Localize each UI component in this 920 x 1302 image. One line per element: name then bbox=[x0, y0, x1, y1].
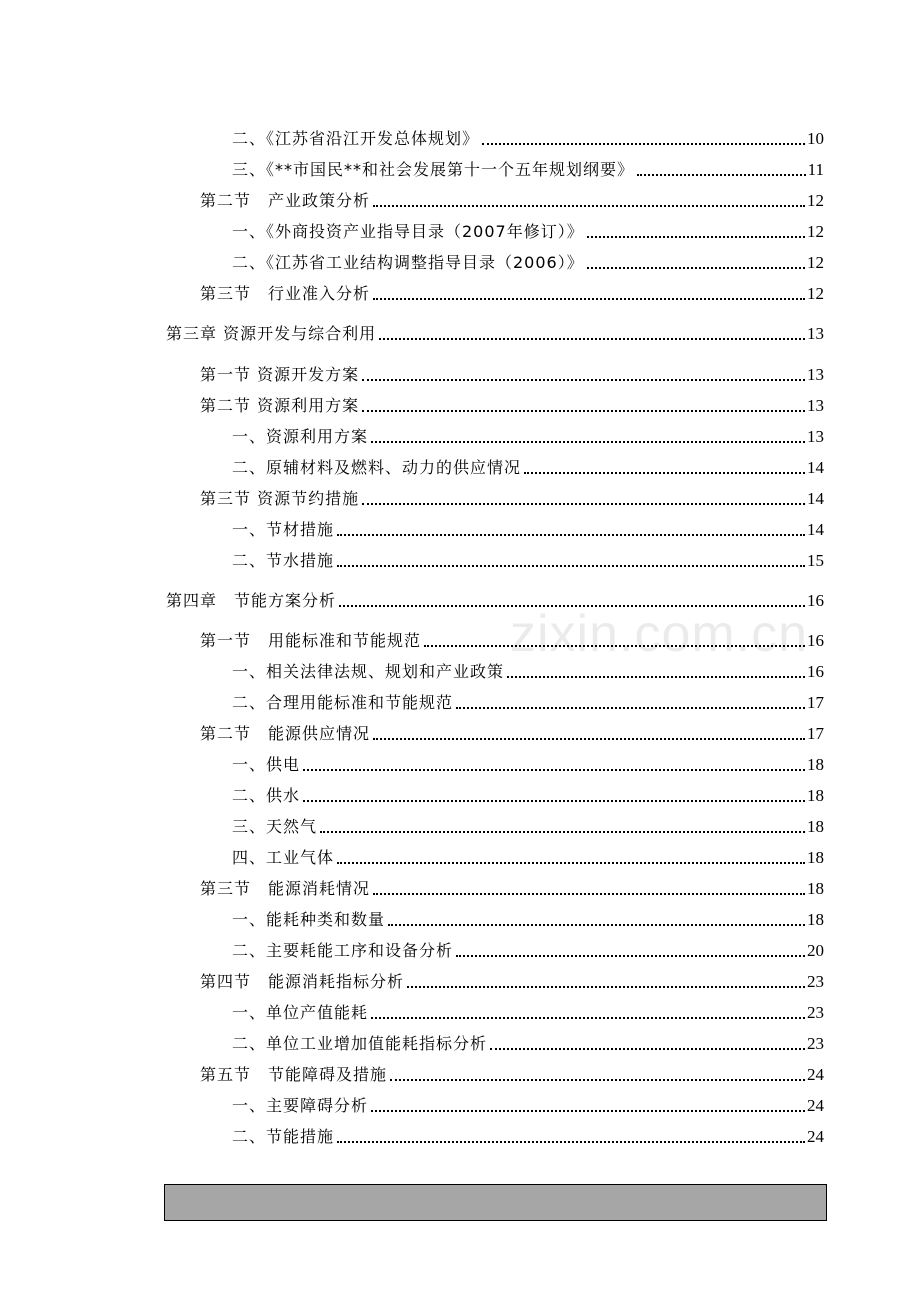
toc-page-number: 16 bbox=[807, 591, 824, 610]
toc-page-number: 23 bbox=[807, 1034, 824, 1053]
toc-leader bbox=[637, 174, 806, 176]
toc-entry-title: 第三节 行业准入分析 bbox=[200, 284, 371, 303]
toc-entry[interactable] bbox=[232, 126, 824, 150]
toc-leader bbox=[303, 769, 805, 771]
toc-entry-title: 第一节 资源开发方案 bbox=[200, 365, 360, 384]
toc-page-number: 24 bbox=[807, 1096, 824, 1115]
toc-page-number: 15 bbox=[807, 551, 824, 570]
toc-entry-title: 第四章 节能方案分析 bbox=[166, 591, 337, 610]
toc-leader bbox=[490, 1048, 805, 1050]
toc-entry-title: 第四节 能源消耗指标分析 bbox=[200, 972, 405, 991]
toc-entry[interactable] bbox=[200, 969, 824, 993]
toc-leader bbox=[373, 738, 805, 740]
toc-entry[interactable] bbox=[232, 157, 824, 181]
toc-entry[interactable] bbox=[200, 281, 824, 305]
toc-entry-title: 一、能耗种类和数量 bbox=[232, 910, 386, 929]
toc-entry-title: 二、节能措施 bbox=[232, 1127, 335, 1146]
toc-entry[interactable] bbox=[232, 1000, 824, 1024]
toc-leader bbox=[337, 565, 805, 567]
toc-entry[interactable] bbox=[200, 1062, 824, 1086]
toc-entry-title: 一、节材措施 bbox=[232, 520, 335, 539]
toc-page-number: 18 bbox=[807, 817, 824, 836]
toc-page-number: 23 bbox=[807, 1003, 824, 1022]
toc-leader bbox=[482, 143, 805, 145]
toc-entry[interactable] bbox=[232, 690, 824, 714]
toc-leader bbox=[390, 1079, 805, 1081]
toc-entry-title: 二、《江苏省沿江开发总体规划》 bbox=[232, 129, 480, 148]
toc-entry-title: 第二节 产业政策分析 bbox=[200, 191, 371, 210]
toc-leader bbox=[362, 410, 805, 412]
toc-leader bbox=[407, 986, 805, 988]
toc-entry[interactable] bbox=[232, 938, 824, 962]
toc-entry-title: 第五节 节能障碍及措施 bbox=[200, 1065, 388, 1084]
toc-leader bbox=[320, 831, 805, 833]
toc-entry[interactable] bbox=[232, 907, 824, 931]
toc-page-number: 16 bbox=[807, 631, 824, 650]
toc-page-number: 14 bbox=[807, 520, 824, 539]
toc-leader bbox=[362, 503, 805, 505]
toc-leader bbox=[373, 205, 805, 207]
toc-leader bbox=[456, 955, 805, 957]
toc-entry-title: 第三节 资源节约措施 bbox=[200, 489, 360, 508]
toc-page-number: 12 bbox=[807, 222, 824, 241]
toc-entry-title: 二、供水 bbox=[232, 786, 301, 805]
toc-page-number: 12 bbox=[807, 191, 824, 210]
toc-entry[interactable] bbox=[232, 548, 824, 572]
toc-page-number: 11 bbox=[807, 160, 824, 179]
toc-entry[interactable] bbox=[232, 1124, 824, 1148]
toc-page-number: 24 bbox=[807, 1127, 824, 1146]
toc-page-number: 18 bbox=[807, 910, 824, 929]
toc-entry-title: 二、节水措施 bbox=[232, 551, 335, 570]
watermark: zixin.com.cn bbox=[510, 605, 809, 663]
toc-page-number: 18 bbox=[807, 848, 824, 867]
toc-page-number: 17 bbox=[807, 724, 824, 743]
toc-entry[interactable] bbox=[166, 588, 824, 612]
toc-entry-title: 第一节 用能标准和节能规范 bbox=[200, 631, 422, 650]
toc-leader bbox=[388, 924, 805, 926]
toc-entry-title: 一、资源利用方案 bbox=[232, 427, 369, 446]
toc-entry[interactable] bbox=[232, 250, 824, 274]
toc-entry[interactable] bbox=[200, 486, 824, 510]
toc-entry-title: 二、原辅材料及燃料、动力的供应情况 bbox=[232, 458, 522, 477]
toc-leader bbox=[424, 645, 805, 647]
toc-leader bbox=[373, 298, 805, 300]
toc-entry-title: 四、工业气体 bbox=[232, 848, 335, 867]
toc-entry[interactable] bbox=[232, 814, 824, 838]
toc-entry[interactable] bbox=[232, 1093, 824, 1117]
toc-page-number: 24 bbox=[807, 1065, 824, 1084]
toc-entry[interactable] bbox=[200, 362, 824, 386]
toc-leader bbox=[587, 267, 805, 269]
toc-leader bbox=[362, 379, 805, 381]
toc-entry-title: 一、相关法律法规、规划和产业政策 bbox=[232, 662, 505, 681]
toc-leader bbox=[379, 338, 805, 340]
toc-leader bbox=[337, 534, 805, 536]
toc-entry-title: 二、单位工业增加值能耗指标分析 bbox=[232, 1034, 488, 1053]
toc-entry-title: 三、《**市国民**和社会发展第十一个五年规划纲要》 bbox=[232, 160, 635, 179]
toc-entry[interactable] bbox=[232, 659, 824, 683]
toc-page-number: 16 bbox=[807, 662, 824, 681]
toc-page-number: 13 bbox=[807, 396, 824, 415]
toc-page-number: 20 bbox=[807, 941, 824, 960]
toc-entry[interactable] bbox=[200, 721, 824, 745]
toc-entry-title: 二、《江苏省工业结构调整指导目录（2006）》 bbox=[232, 253, 584, 272]
toc-entry[interactable] bbox=[232, 517, 824, 541]
toc-entry-title: 第二节 资源利用方案 bbox=[200, 396, 360, 415]
toc-page-number: 13 bbox=[807, 365, 824, 384]
toc-page-number: 18 bbox=[807, 786, 824, 805]
toc-leader bbox=[373, 893, 805, 895]
toc-page-number: 14 bbox=[807, 458, 824, 477]
toc-page-number: 10 bbox=[807, 129, 824, 148]
toc-leader bbox=[456, 707, 805, 709]
toc-entry[interactable] bbox=[232, 752, 824, 776]
toc-leader bbox=[303, 800, 805, 802]
toc-entry-title: 第三节 能源消耗情况 bbox=[200, 879, 371, 898]
toc-entry[interactable] bbox=[200, 188, 824, 212]
toc-page-number: 23 bbox=[807, 972, 824, 991]
toc-page-number: 18 bbox=[807, 755, 824, 774]
toc-leader bbox=[371, 441, 805, 443]
toc-leader bbox=[371, 1017, 805, 1019]
toc-entry[interactable] bbox=[200, 876, 824, 900]
toc-entry-title: 二、主要耗能工序和设备分析 bbox=[232, 941, 454, 960]
toc-entry-title: 三、天然气 bbox=[232, 817, 318, 836]
toc-entry-title: 一、《外商投资产业指导目录（2007年修订）》 bbox=[232, 222, 584, 241]
toc-page-number: 18 bbox=[807, 879, 824, 898]
toc-leader bbox=[337, 1141, 805, 1143]
toc-leader bbox=[337, 862, 805, 864]
toc-entry[interactable] bbox=[166, 321, 824, 345]
toc-page-number: 12 bbox=[807, 284, 824, 303]
toc-entry-title: 第三章 资源开发与综合利用 bbox=[166, 324, 377, 343]
toc-entry[interactable] bbox=[200, 393, 824, 417]
toc-entry[interactable] bbox=[232, 424, 824, 448]
toc-leader bbox=[371, 1110, 805, 1112]
toc-entry[interactable] bbox=[232, 845, 824, 869]
toc-leader bbox=[339, 605, 805, 607]
toc-entry[interactable] bbox=[232, 455, 824, 479]
footer-bar bbox=[164, 1184, 827, 1221]
toc-page-number: 12 bbox=[807, 253, 824, 272]
toc-leader bbox=[524, 472, 805, 474]
toc-leader bbox=[587, 236, 805, 238]
toc-entry[interactable] bbox=[232, 219, 824, 243]
toc-entry[interactable] bbox=[232, 1031, 824, 1055]
toc-leader bbox=[507, 676, 805, 678]
toc-entry-title: 一、单位产值能耗 bbox=[232, 1003, 369, 1022]
toc-page-number: 13 bbox=[807, 427, 824, 446]
toc-entry[interactable] bbox=[232, 783, 824, 807]
toc-entry[interactable] bbox=[200, 628, 824, 652]
toc-page-number: 14 bbox=[807, 489, 824, 508]
toc-page-number: 13 bbox=[807, 324, 824, 343]
toc-entry-title: 一、主要障碍分析 bbox=[232, 1096, 369, 1115]
toc-page-number: 17 bbox=[807, 693, 824, 712]
toc-entry-title: 一、供电 bbox=[232, 755, 301, 774]
toc-entry-title: 二、合理用能标准和节能规范 bbox=[232, 693, 454, 712]
toc-entry-title: 第二节 能源供应情况 bbox=[200, 724, 371, 743]
